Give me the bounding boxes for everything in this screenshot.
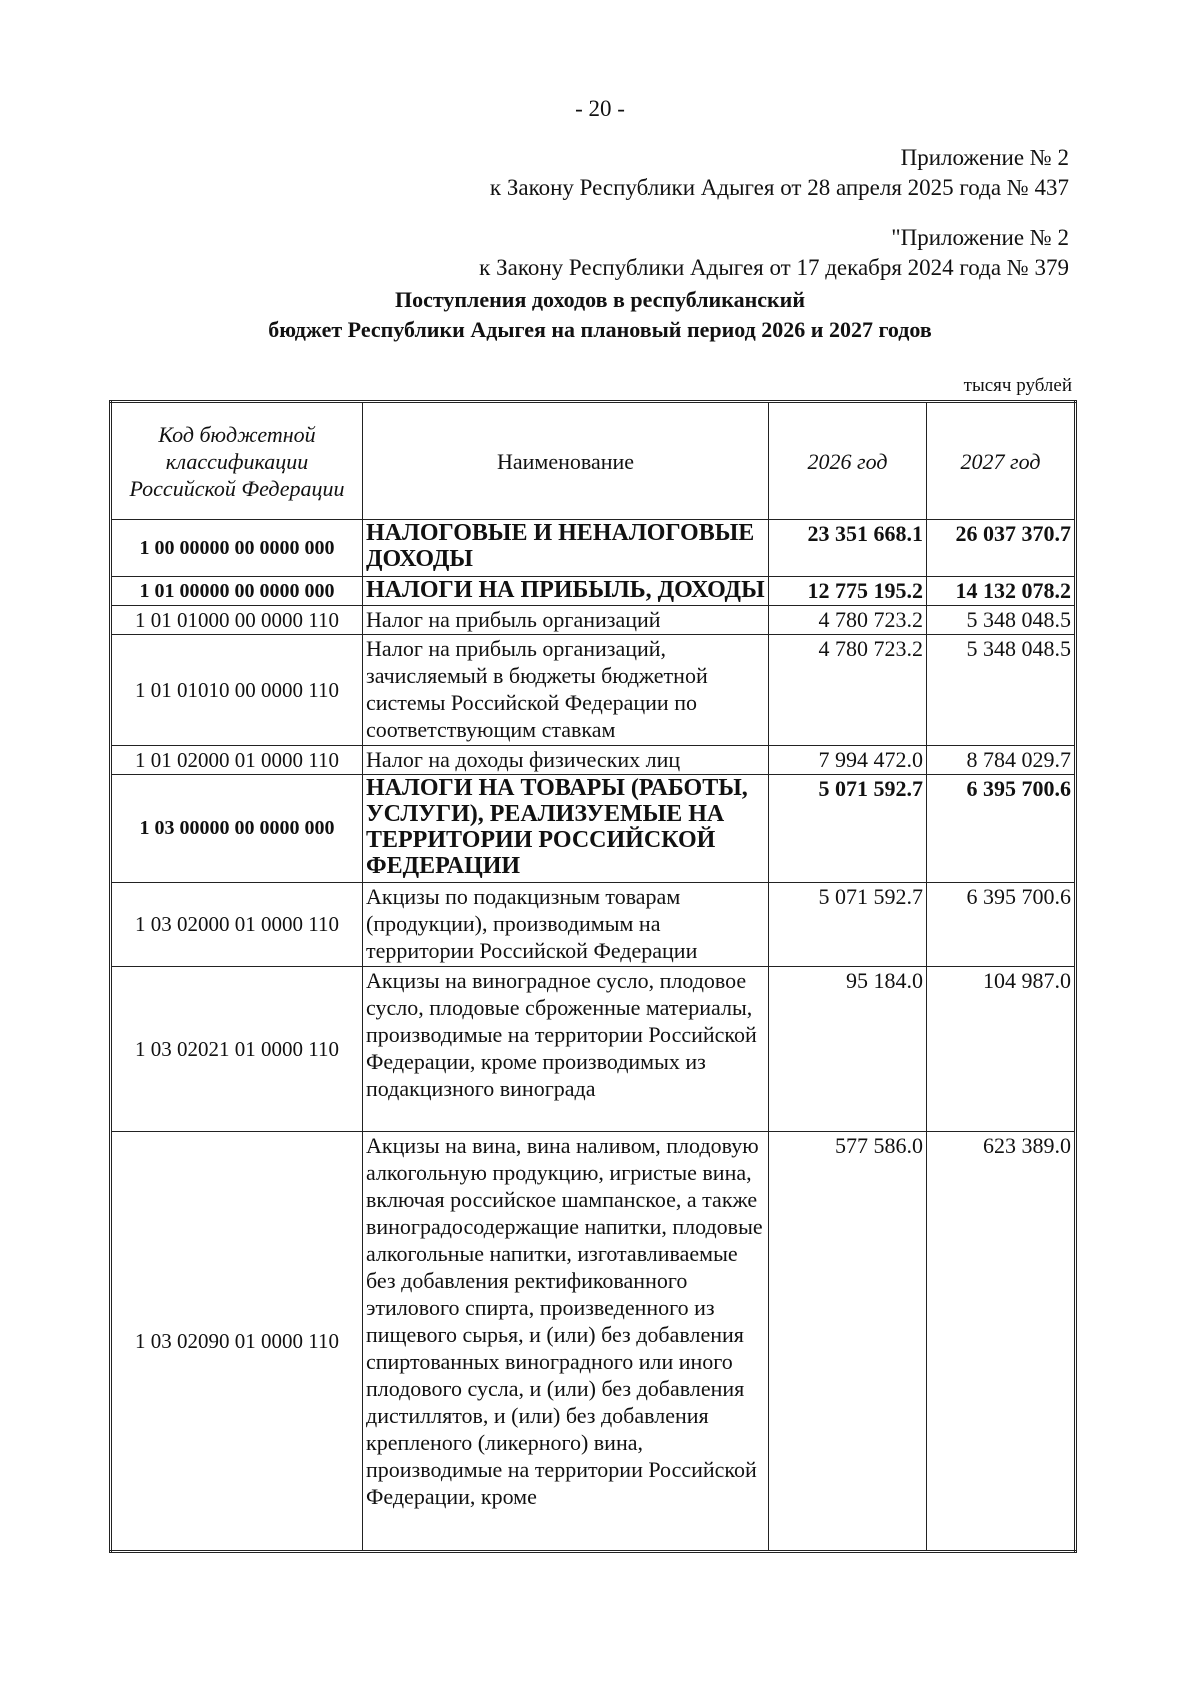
row-code: 1 01 02000 01 0000 110 xyxy=(111,746,363,775)
row-code: 1 03 02021 01 0000 110 xyxy=(111,967,363,1132)
table-row xyxy=(111,746,1076,775)
annex-original-law-reference: к Закону Республики Адыгея от 17 декабря 2024 года № 379 xyxy=(479,255,1069,280)
annex-current-title: Приложение № 2 xyxy=(900,145,1069,170)
row-name: НАЛОГОВЫЕ И НЕНАЛОГОВЫЕ ДОХОДЫ xyxy=(363,520,769,577)
document-title-line-2: бюджет Республики Адыгея на плановый период 2026 и 2027 годов xyxy=(268,317,932,342)
annex-current-law-reference: к Закону Республики Адыгея от 28 апреля 2025 года № 437 xyxy=(489,175,1069,200)
row-name: Акцизы на вина, вина наливом, плодовую алкогольную продукцию, игристые вина, включая российское шампанское, а также виноградосодержащие напитки, плодовые алкогольные напитки, изготавливаемые без добавления ректификованного этилового спирта, произведенного из пищевого сырья, и (или) без добавления спиртованных виноградного или иного плодового сусла, и (или) без добавления дистиллятов, и (или) без добавления крепленого (ликерного) вина, производимые на территории Российской Федерации, кроме xyxy=(363,1132,769,1552)
row-code: 1 01 00000 00 0000 000 xyxy=(111,577,363,606)
row-value-2027: 14 132 078.2 xyxy=(927,577,1076,606)
row-value-2026: 4 780 723.2 xyxy=(769,635,927,746)
row-value-2026: 7 994 472.0 xyxy=(769,746,927,775)
row-value-2027: 8 784 029.7 xyxy=(927,746,1076,775)
document-title xyxy=(0,285,1200,345)
table-row xyxy=(111,635,1076,746)
row-name: Акцизы на виноградное сусло, плодовое сусло, плодовые сброженные материалы, производимые на территории Российской Федерации, кроме производимых из подакцизного винограда xyxy=(363,967,769,1132)
row-value-2027: 26 037 370.7 xyxy=(927,520,1076,577)
units-label: тысяч рублей xyxy=(963,375,1072,396)
header-code: Код бюджетной классификации Российской Федерации xyxy=(111,402,363,520)
table-row xyxy=(111,520,1076,577)
row-name: Акцизы по подакцизным товарам (продукции), производимым на территории Российской Федерации xyxy=(363,883,769,967)
annex-original xyxy=(479,223,1069,283)
table-header-row xyxy=(111,402,1076,520)
row-value-2026: 5 071 592.7 xyxy=(769,883,927,967)
row-value-2027: 6 395 700.6 xyxy=(927,883,1076,967)
table-row xyxy=(111,883,1076,967)
row-value-2027: 5 348 048.5 xyxy=(927,635,1076,746)
row-value-2026: 23 351 668.1 xyxy=(769,520,927,577)
row-value-2026: 12 775 195.2 xyxy=(769,577,927,606)
row-value-2027: 623 389.0 xyxy=(927,1132,1076,1552)
row-name: Налог на доходы физических лиц xyxy=(363,746,769,775)
row-code: 1 03 00000 00 0000 000 xyxy=(111,775,363,883)
row-value-2026: 4 780 723.2 xyxy=(769,606,927,635)
row-value-2027: 5 348 048.5 xyxy=(927,606,1076,635)
header-name: Наименование xyxy=(363,402,769,520)
row-value-2027: 104 987.0 xyxy=(927,967,1076,1132)
table-row xyxy=(111,577,1076,606)
row-value-2027: 6 395 700.6 xyxy=(927,775,1076,883)
row-value-2026: 95 184.0 xyxy=(769,967,927,1132)
header-year-2027: 2027 год xyxy=(927,402,1076,520)
annex-original-title: "Приложение № 2 xyxy=(891,225,1069,250)
page-number: - 20 - xyxy=(575,96,625,121)
table-row xyxy=(111,967,1076,1132)
row-code: 1 03 02090 01 0000 110 xyxy=(111,1132,363,1552)
row-code: 1 01 01010 00 0000 110 xyxy=(111,635,363,746)
row-name: Налог на прибыль организаций, зачисляемый в бюджеты бюджетной системы Российской Федерации по соответствующим ставкам xyxy=(363,635,769,746)
header-year-2026: 2026 год xyxy=(769,402,927,520)
table-row xyxy=(111,775,1076,883)
row-value-2026: 577 586.0 xyxy=(769,1132,927,1552)
document-title-line-1: Поступления доходов в республиканский xyxy=(394,287,806,312)
annex-current xyxy=(490,143,1069,203)
table-row xyxy=(111,1132,1076,1552)
row-name: НАЛОГИ НА ПРИБЫЛЬ, ДОХОДЫ xyxy=(363,577,769,606)
revenue-table xyxy=(109,400,1077,1553)
row-code: 1 01 01000 00 0000 110 xyxy=(111,606,363,635)
row-name: Налог на прибыль организаций xyxy=(363,606,769,635)
row-name: НАЛОГИ НА ТОВАРЫ (РАБОТЫ, УСЛУГИ), РЕАЛИЗУЕМЫЕ НА ТЕРРИТОРИИ РОССИЙСКОЙ ФЕДЕРАЦИИ xyxy=(363,775,769,883)
row-value-2026: 5 071 592.7 xyxy=(769,775,927,883)
row-code: 1 00 00000 00 0000 000 xyxy=(111,520,363,577)
row-code: 1 03 02000 01 0000 110 xyxy=(111,883,363,967)
table-row xyxy=(111,606,1076,635)
